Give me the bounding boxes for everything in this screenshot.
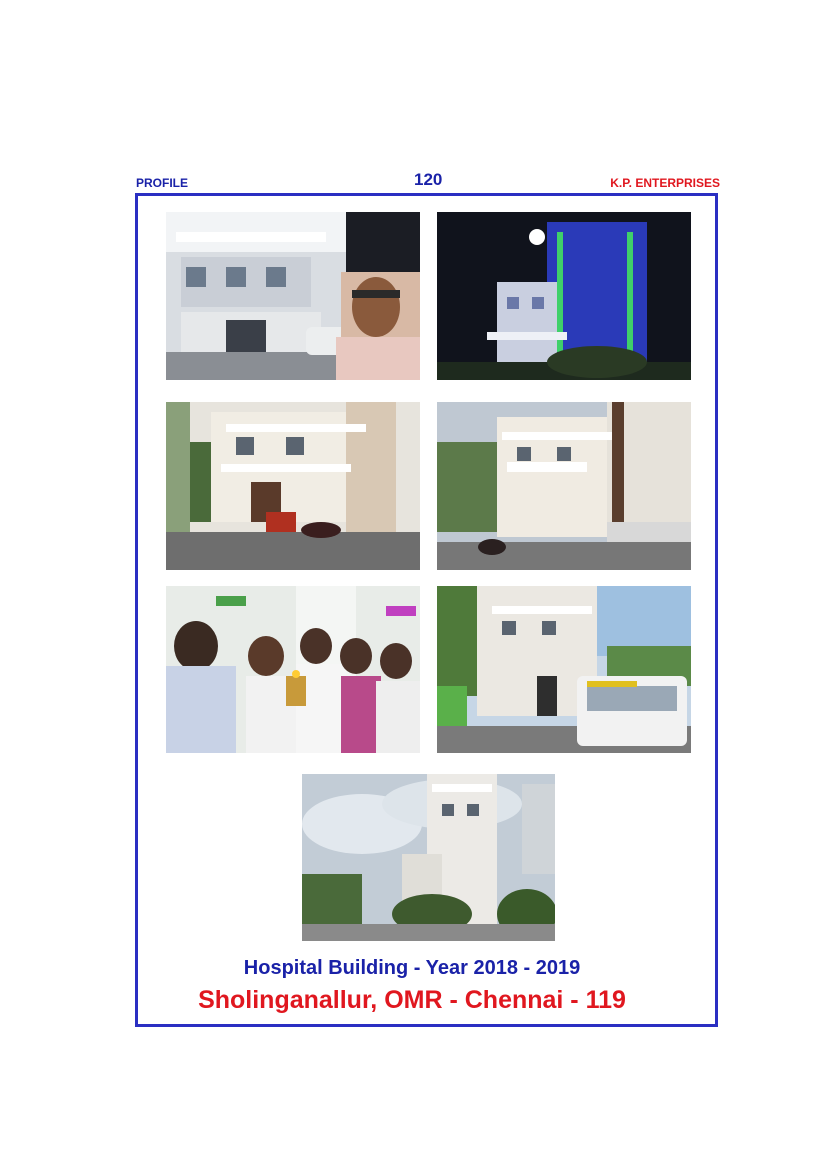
building-night-with-portrait-photo [166,212,420,380]
building-street-view-photo [437,402,691,570]
header-company-name: K.P. ENTERPRISES [610,176,720,190]
building-with-jeep-photo [437,586,691,753]
caption-project-title: Hospital Building - Year 2018 - 2019 [243,957,581,979]
caption-location: Sholinganallur, OMR - Chennai - 119 [198,986,626,1014]
page-number: 120 [414,170,443,189]
header-profile-label: PROFILE [136,176,189,190]
building-tower-sky-photo [302,774,555,941]
building-illuminated-blue-lights-photo [437,212,691,380]
building-front-with-motorbike-photo [166,402,420,570]
lamp-lighting-ceremony-photo [166,586,420,753]
